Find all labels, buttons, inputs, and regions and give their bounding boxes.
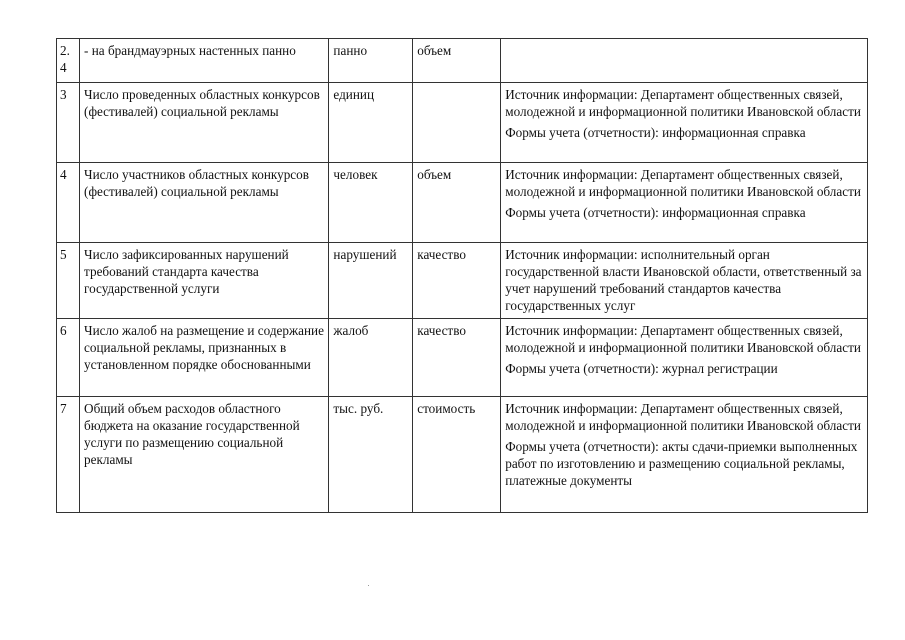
indicator-type: объем — [413, 163, 501, 243]
info-source: Источник информации: Департамент общественных связей, молодежной и информационной политики Ивановской области — [505, 167, 861, 199]
info-source-cell — [501, 163, 868, 243]
reporting-forms: Формы учета (отчетности): акты сдачи-приемки выполненных работ по изготовлению и размещению социальной рекламы, платежные документы — [505, 439, 858, 488]
row-number: 2.4 — [57, 39, 80, 83]
reporting-forms: Формы учета (отчетности): информационная справка — [505, 205, 806, 220]
unit-of-measure: тыс. руб. — [329, 397, 413, 513]
reporting-forms: Формы учета (отчетности): информационная справка — [505, 125, 806, 140]
indicator-name: Число жалоб на размещение и содержание социальной рекламы, признанных в установленном порядке обоснованными — [80, 319, 329, 397]
info-source-cell — [501, 83, 868, 163]
unit-of-measure: нарушений — [329, 243, 413, 319]
row-number: 5 — [57, 243, 80, 319]
table-row — [57, 397, 868, 513]
info-source-cell — [501, 243, 868, 319]
info-source-cell — [501, 397, 868, 513]
indicator-name: - на брандмауэрных настенных панно — [80, 39, 329, 83]
indicator-name: Число участников областных конкурсов (фестивалей) социальной рекламы — [80, 163, 329, 243]
info-source: Источник информации: исполнительный орган государственной власти Ивановской области, ответственный за учет нарушений требований стандартов качества государственных услуг — [505, 247, 862, 313]
indicators-table — [56, 38, 868, 513]
indicator-name: Число проведенных областных конкурсов (фестивалей) социальной рекламы — [80, 83, 329, 163]
info-source: Источник информации: Департамент общественных связей, молодежной и информационной политики Ивановской области — [505, 87, 861, 119]
indicator-name: Число зафиксированных нарушений требований стандарта качества государственной услуги — [80, 243, 329, 319]
row-number: 4 — [57, 163, 80, 243]
row-number: 6 — [57, 319, 80, 397]
info-source: Источник информации: Департамент общественных связей, молодежной и информационной политики Ивановской области — [505, 401, 861, 433]
table-row — [57, 83, 868, 163]
table-row — [57, 243, 868, 319]
unit-of-measure: панно — [329, 39, 413, 83]
unit-of-measure: человек — [329, 163, 413, 243]
info-source-cell — [501, 319, 868, 397]
row-number: 7 — [57, 397, 80, 513]
info-source: Источник информации: Департамент общественных связей, молодежной и информационной политики Ивановской области — [505, 323, 861, 355]
unit-of-measure: жалоб — [329, 319, 413, 397]
info-source-cell — [501, 39, 868, 83]
indicator-type — [413, 83, 501, 163]
scan-speck — [368, 585, 369, 586]
indicator-type: качество — [413, 319, 501, 397]
indicator-type: качество — [413, 243, 501, 319]
table-row — [57, 319, 868, 397]
row-number: 3 — [57, 83, 80, 163]
reporting-forms: Формы учета (отчетности): журнал регистрации — [505, 361, 778, 376]
table-row — [57, 163, 868, 243]
indicator-type: стоимость — [413, 397, 501, 513]
indicator-type: объем — [413, 39, 501, 83]
table-row — [57, 39, 868, 83]
indicator-name: Общий объем расходов областного бюджета на оказание государственной услуги по размещению социальной рекламы — [80, 397, 329, 513]
unit-of-measure: единиц — [329, 83, 413, 163]
